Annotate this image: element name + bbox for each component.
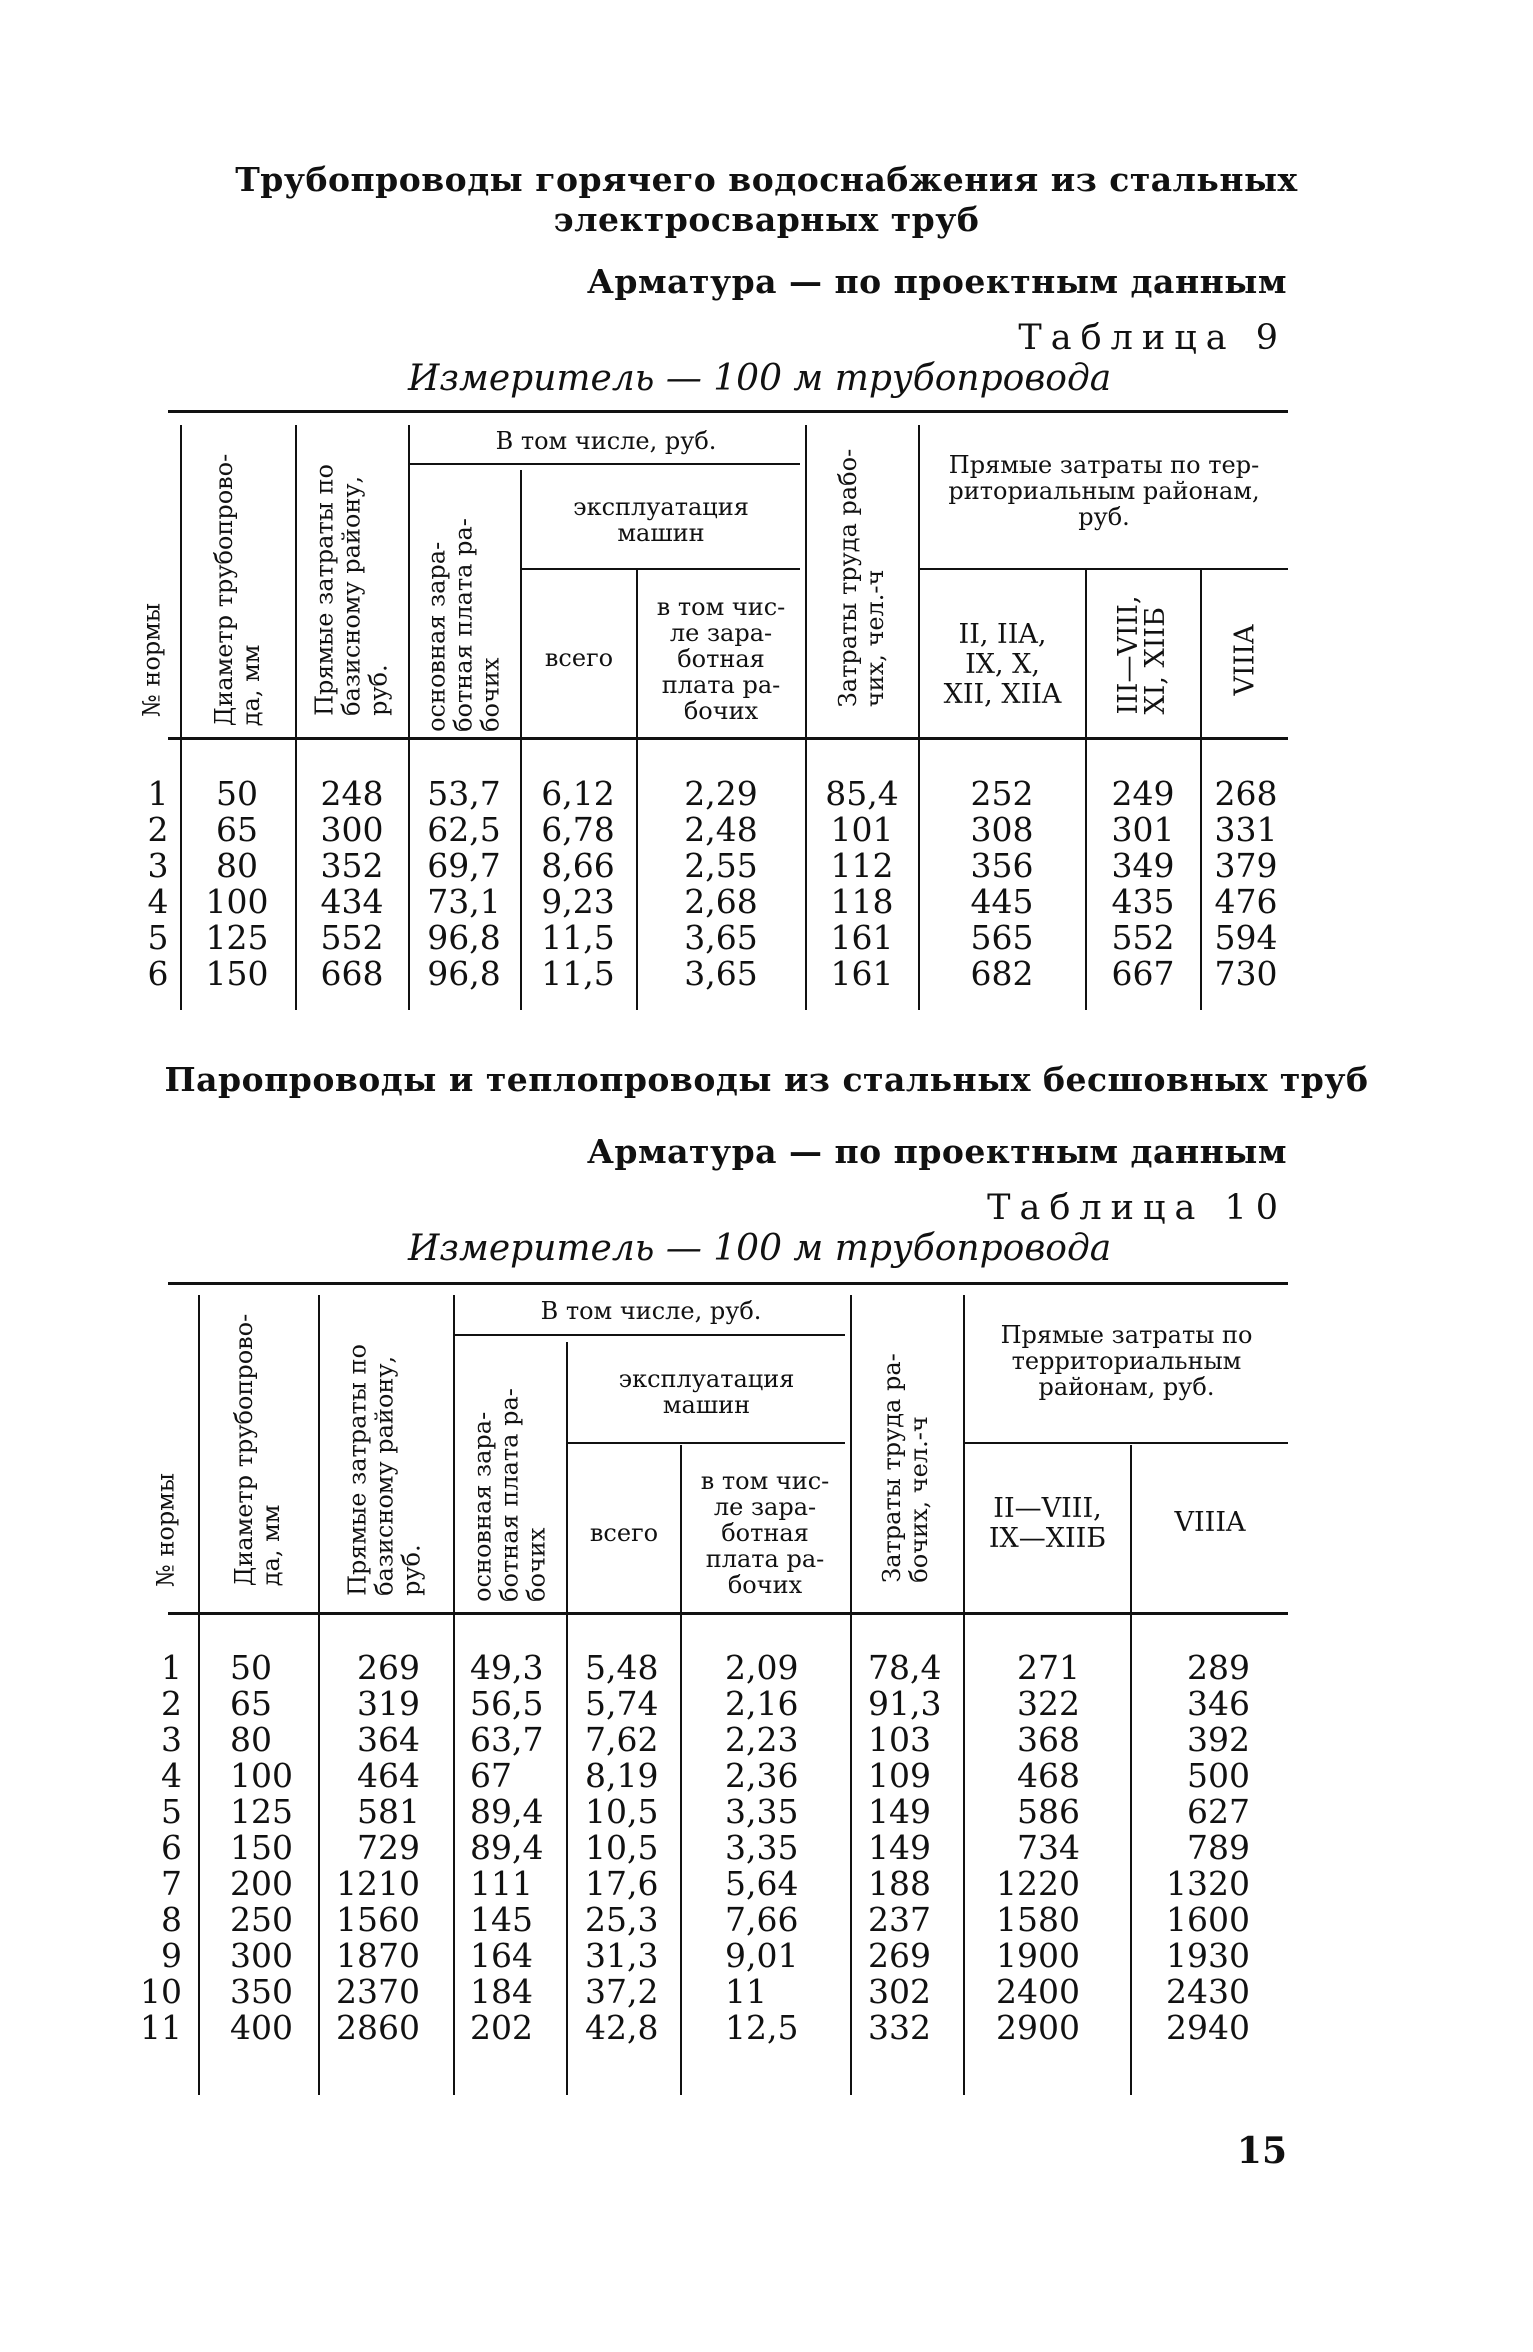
- table-cell: 552: [320, 918, 384, 957]
- table10-header-total: всего: [589, 1519, 659, 1547]
- table-cell: 2430: [1166, 1972, 1250, 2011]
- table-cell: 586: [1017, 1792, 1080, 1831]
- table-cell: 6: [147, 954, 169, 993]
- table9-top-rule: [168, 410, 1288, 413]
- table-cell: 96,8: [427, 954, 501, 993]
- table9-measure: Измеритель — 100 м трубопровода: [408, 358, 1112, 399]
- table-cell: 250: [230, 1900, 293, 1939]
- table-cell: 368: [1017, 1720, 1080, 1759]
- table-cell: 184: [470, 1972, 533, 2011]
- table10-header-norm: № нормы: [151, 1473, 180, 1587]
- table-cell: 4: [147, 882, 169, 921]
- table10-header-t2: VIIIA: [1174, 1507, 1246, 1538]
- table-cell: 301: [1111, 810, 1175, 849]
- table-cell: 1580: [996, 1900, 1080, 1939]
- table-cell: 435: [1111, 882, 1175, 921]
- table-cell: 268: [1214, 774, 1278, 813]
- table-cell: 2,09: [725, 1648, 799, 1687]
- table-cell: 2: [147, 810, 169, 849]
- table10-col-diameter: [230, 1650, 316, 2046]
- table9-header-total: всего: [544, 644, 614, 672]
- table-cell: 17,6: [585, 1864, 659, 1903]
- table-cell: 248: [320, 774, 384, 813]
- table-cell: 80: [230, 1720, 272, 1759]
- table9-col-t3: [1202, 776, 1290, 992]
- table-cell: 125: [230, 1792, 293, 1831]
- table-cell: 331: [1214, 810, 1278, 849]
- table-cell: 6,12: [541, 774, 615, 813]
- table-cell: 3,35: [725, 1828, 799, 1867]
- table-cell: 80: [216, 846, 258, 885]
- table-cell: 476: [1214, 882, 1278, 921]
- table-cell: 150: [205, 954, 269, 993]
- table-cell: 53,7: [427, 774, 501, 813]
- table-cell: 91,3: [868, 1684, 942, 1723]
- table10-title: Паропроводы и теплопроводы из стальных бесшовных труб: [164, 1060, 1369, 1099]
- table-cell: 10: [140, 1972, 182, 2011]
- table-cell: 25,3: [585, 1900, 659, 1939]
- table-cell: 103: [868, 1720, 931, 1759]
- table-cell: 5: [147, 918, 169, 957]
- table-cell: 161: [830, 954, 894, 993]
- table9-header-territorial: Прямые затраты по тер- риториальным районам, руб.: [948, 451, 1260, 531]
- table-cell: 349: [1111, 846, 1175, 885]
- table10-header-territorial: Прямые затраты по территориальным районам, руб.: [1000, 1321, 1253, 1401]
- table-cell: 400: [230, 2008, 293, 2047]
- table9-header-machines: эксплуатация машин: [573, 493, 749, 547]
- table-cell: 2400: [996, 1972, 1080, 2011]
- table-cell: 392: [1187, 1720, 1250, 1759]
- table10-header-wage: основная зара- ботная плата ра- бочих: [468, 1388, 551, 1602]
- table9-col-direct: [298, 776, 406, 992]
- table-cell: 445: [970, 882, 1034, 921]
- table-cell: 37,2: [585, 1972, 659, 2011]
- table-cell: 161: [830, 918, 894, 957]
- table-cell: 668: [320, 954, 384, 993]
- table-cell: 2900: [996, 2008, 1080, 2047]
- table-cell: 434: [320, 882, 384, 921]
- table-cell: 200: [230, 1864, 293, 1903]
- table-cell: 150: [230, 1828, 293, 1867]
- table10-label: Таблица 10: [987, 1188, 1287, 1228]
- table-cell: 468: [1017, 1756, 1080, 1795]
- table-cell: 5,48: [585, 1648, 659, 1687]
- page-number: 15: [1236, 2130, 1287, 2172]
- table-cell: 730: [1214, 954, 1278, 993]
- table-cell: 63,7: [470, 1720, 544, 1759]
- table-cell: 356: [970, 846, 1034, 885]
- table-cell: 8: [161, 1900, 182, 1939]
- table-cell: 627: [1187, 1792, 1250, 1831]
- table-cell: 1600: [1166, 1900, 1250, 1939]
- table-cell: 7,66: [725, 1900, 799, 1939]
- table9-col-mach-wage: [638, 776, 804, 992]
- table9-title-line2: электросварных труб: [553, 200, 980, 239]
- table9-header-incl: В том числе, руб.: [495, 427, 717, 455]
- table-cell: 6,78: [541, 810, 615, 849]
- table9-header-rule: [168, 737, 1288, 740]
- table-cell: 271: [1017, 1648, 1080, 1687]
- table-cell: 667: [1111, 954, 1175, 993]
- table-cell: 319: [357, 1684, 420, 1723]
- table-cell: 682: [970, 954, 1034, 993]
- table10-top-rule: [168, 1282, 1288, 1285]
- table-cell: 2940: [1166, 2008, 1250, 2047]
- table10-col-wage: [470, 1650, 564, 2046]
- table-cell: 2370: [336, 1972, 420, 2011]
- table-cell: 3,35: [725, 1792, 799, 1831]
- table-cell: 65: [230, 1684, 272, 1723]
- table9-col-wage: [410, 776, 518, 992]
- table-cell: 5: [161, 1792, 182, 1831]
- table-cell: 7,62: [585, 1720, 659, 1759]
- table-cell: 69,7: [427, 846, 501, 885]
- table-cell: 62,5: [427, 810, 501, 849]
- table-cell: 300: [230, 1936, 293, 1975]
- table9-header-norm: № нормы: [137, 603, 166, 717]
- table9-title-line1: Трубопроводы горячего водоснабжения из стальных: [235, 160, 1298, 199]
- table-cell: 1560: [336, 1900, 420, 1939]
- table-cell: 50: [216, 774, 258, 813]
- table-cell: 188: [868, 1864, 931, 1903]
- table-cell: 10,5: [585, 1828, 659, 1867]
- table-cell: 7: [161, 1864, 182, 1903]
- table10-header-diameter: Диаметр трубопрово- да, мм: [230, 1313, 285, 1587]
- table-cell: 3,65: [684, 918, 758, 957]
- table-cell: 269: [357, 1648, 420, 1687]
- table-cell: 249: [1111, 774, 1175, 813]
- table10-col-direct: [330, 1650, 420, 2046]
- table9-header-wage: основная зара- ботная плата ра- бочих: [422, 518, 505, 732]
- table-cell: 308: [970, 810, 1034, 849]
- table9-header-t2: III—VIII, XI, XIIБ: [1113, 595, 1171, 715]
- table-cell: 11,5: [541, 918, 615, 957]
- table10-col-mach-total: [585, 1650, 679, 2046]
- table-cell: 202: [470, 2008, 533, 2047]
- table-cell: 73,1: [427, 882, 501, 921]
- table-cell: 1320: [1166, 1864, 1250, 1903]
- table10-header-incl: В том числе, руб.: [540, 1297, 762, 1325]
- table10-col-t1: [965, 1650, 1080, 2046]
- table-cell: 1900: [996, 1936, 1080, 1975]
- table-cell: 42,8: [585, 2008, 659, 2047]
- table10-armature-note: Арматура — по проектным данным: [587, 1132, 1287, 1171]
- table-cell: 1220: [996, 1864, 1080, 1903]
- table-cell: 100: [230, 1756, 293, 1795]
- table-cell: 164: [470, 1936, 533, 1975]
- table-cell: 729: [357, 1828, 420, 1867]
- table-cell: 552: [1111, 918, 1175, 957]
- table-cell: 2,16: [725, 1684, 799, 1723]
- table-cell: 2,48: [684, 810, 758, 849]
- table-cell: 111: [470, 1864, 533, 1903]
- table-cell: 302: [868, 1972, 931, 2011]
- table-cell: 3: [161, 1720, 182, 1759]
- table-cell: 464: [357, 1756, 420, 1795]
- table-cell: 346: [1187, 1684, 1250, 1723]
- table-cell: 594: [1214, 918, 1278, 957]
- table-cell: 149: [868, 1828, 931, 1867]
- table-cell: 4: [161, 1756, 182, 1795]
- table-cell: 2,68: [684, 882, 758, 921]
- table-cell: 112: [830, 846, 894, 885]
- table-cell: 8,66: [541, 846, 615, 885]
- table-cell: 109: [868, 1756, 931, 1795]
- table-cell: 1870: [336, 1936, 420, 1975]
- table-cell: 118: [830, 882, 894, 921]
- table9-col-t2: [1087, 776, 1199, 992]
- table-cell: 565: [970, 918, 1034, 957]
- table-cell: 269: [868, 1936, 931, 1975]
- table-cell: 11: [725, 1972, 767, 2011]
- table-cell: 237: [868, 1900, 931, 1939]
- table-cell: 350: [230, 1972, 293, 2011]
- table-cell: 89,4: [470, 1792, 544, 1831]
- table10-measure: Измеритель — 100 м трубопровода: [408, 1228, 1112, 1269]
- table9-col-mach-total: [522, 776, 634, 992]
- table-cell: 89,4: [470, 1828, 544, 1867]
- table-cell: 332: [868, 2008, 931, 2047]
- table10-header-labor: Затраты труда ра- бочих, чел.-ч: [878, 1353, 933, 1583]
- table-cell: 379: [1214, 846, 1278, 885]
- table-cell: 9,01: [725, 1936, 799, 1975]
- table-cell: 49,3: [470, 1648, 544, 1687]
- table-cell: 3,65: [684, 954, 758, 993]
- table-cell: 8,19: [585, 1756, 659, 1795]
- table-cell: 364: [357, 1720, 420, 1759]
- table-cell: 101: [830, 810, 894, 849]
- table-cell: 85,4: [825, 774, 899, 813]
- table-cell: 9: [161, 1936, 182, 1975]
- table-cell: 3: [147, 846, 169, 885]
- table-cell: 11: [140, 2008, 182, 2047]
- table-cell: 12,5: [725, 2008, 799, 2047]
- table-cell: 289: [1187, 1648, 1250, 1687]
- table10-col-labor: [868, 1650, 962, 2046]
- table9-header-incl-wage: в том чис- ле зара- ботная плата ра- бочих: [656, 593, 786, 725]
- table-cell: 10,5: [585, 1792, 659, 1831]
- table9-header-labor: Затраты труда рабо- чих, чел.-ч: [834, 448, 889, 708]
- table10-header-t1: II—VIII, IX—XIIБ: [988, 1493, 1107, 1554]
- table-cell: 149: [868, 1792, 931, 1831]
- table-cell: 31,3: [585, 1936, 659, 1975]
- table-cell: 65: [216, 810, 258, 849]
- table-cell: 78,4: [868, 1648, 942, 1687]
- table-cell: 67: [470, 1756, 512, 1795]
- table-cell: 1210: [336, 1864, 420, 1903]
- table10-col-mach-wage: [725, 1650, 847, 2046]
- table-cell: 11,5: [541, 954, 615, 993]
- table-cell: 50: [230, 1648, 272, 1687]
- table10-col-t2: [1135, 1650, 1250, 2046]
- table-cell: 5,64: [725, 1864, 799, 1903]
- table-cell: 322: [1017, 1684, 1080, 1723]
- table10-header-incl-wage: в том чис- ле зара- ботная плата ра- бочих: [700, 1467, 830, 1599]
- table9-header-t3: VIIIA: [1229, 624, 1261, 696]
- table9-header-t1: II, IIA, IX, X, XII, XIIA: [943, 619, 1062, 710]
- table-cell: 2,36: [725, 1756, 799, 1795]
- table-cell: 2,23: [725, 1720, 799, 1759]
- table-cell: 500: [1187, 1756, 1250, 1795]
- table-cell: 2,29: [684, 774, 758, 813]
- table9-armature-note: Арматура — по проектным данным: [587, 262, 1287, 301]
- table-cell: 125: [205, 918, 269, 957]
- table-cell: 252: [970, 774, 1034, 813]
- table-cell: 1: [161, 1648, 182, 1687]
- table-cell: 6: [161, 1828, 182, 1867]
- table9-header-direct: Прямые затраты по базисному району, руб.: [310, 464, 393, 716]
- table-cell: 734: [1017, 1828, 1080, 1867]
- table9-col-labor: [806, 776, 918, 992]
- table9-label: Таблица 9: [1018, 318, 1287, 358]
- table-cell: 100: [205, 882, 269, 921]
- table-cell: 5,74: [585, 1684, 659, 1723]
- table-cell: 145: [470, 1900, 533, 1939]
- table-cell: 2860: [336, 2008, 420, 2047]
- table9-header-diameter: Диаметр трубопрово- да, мм: [210, 453, 265, 727]
- table-cell: 56,5: [470, 1684, 544, 1723]
- table10-header-rule: [168, 1612, 1288, 1615]
- table-cell: 352: [320, 846, 384, 885]
- table-cell: 1930: [1166, 1936, 1250, 1975]
- table9-col-t1: [920, 776, 1084, 992]
- table-cell: 2,55: [684, 846, 758, 885]
- table-cell: 9,23: [541, 882, 615, 921]
- table-cell: 789: [1187, 1828, 1250, 1867]
- table-cell: 581: [357, 1792, 420, 1831]
- table-cell: 300: [320, 810, 384, 849]
- table10-header-direct: Прямые затраты по базисному району, руб.: [343, 1344, 426, 1596]
- table-cell: 1: [147, 774, 169, 813]
- table-cell: 2: [161, 1684, 182, 1723]
- table10-col-norm: [140, 1650, 182, 2046]
- table10-header-machines: эксплуатация машин: [618, 1365, 795, 1419]
- table9-col-diameter: [182, 776, 292, 992]
- table-cell: 96,8: [427, 918, 501, 957]
- table9-col-norm: [138, 776, 178, 992]
